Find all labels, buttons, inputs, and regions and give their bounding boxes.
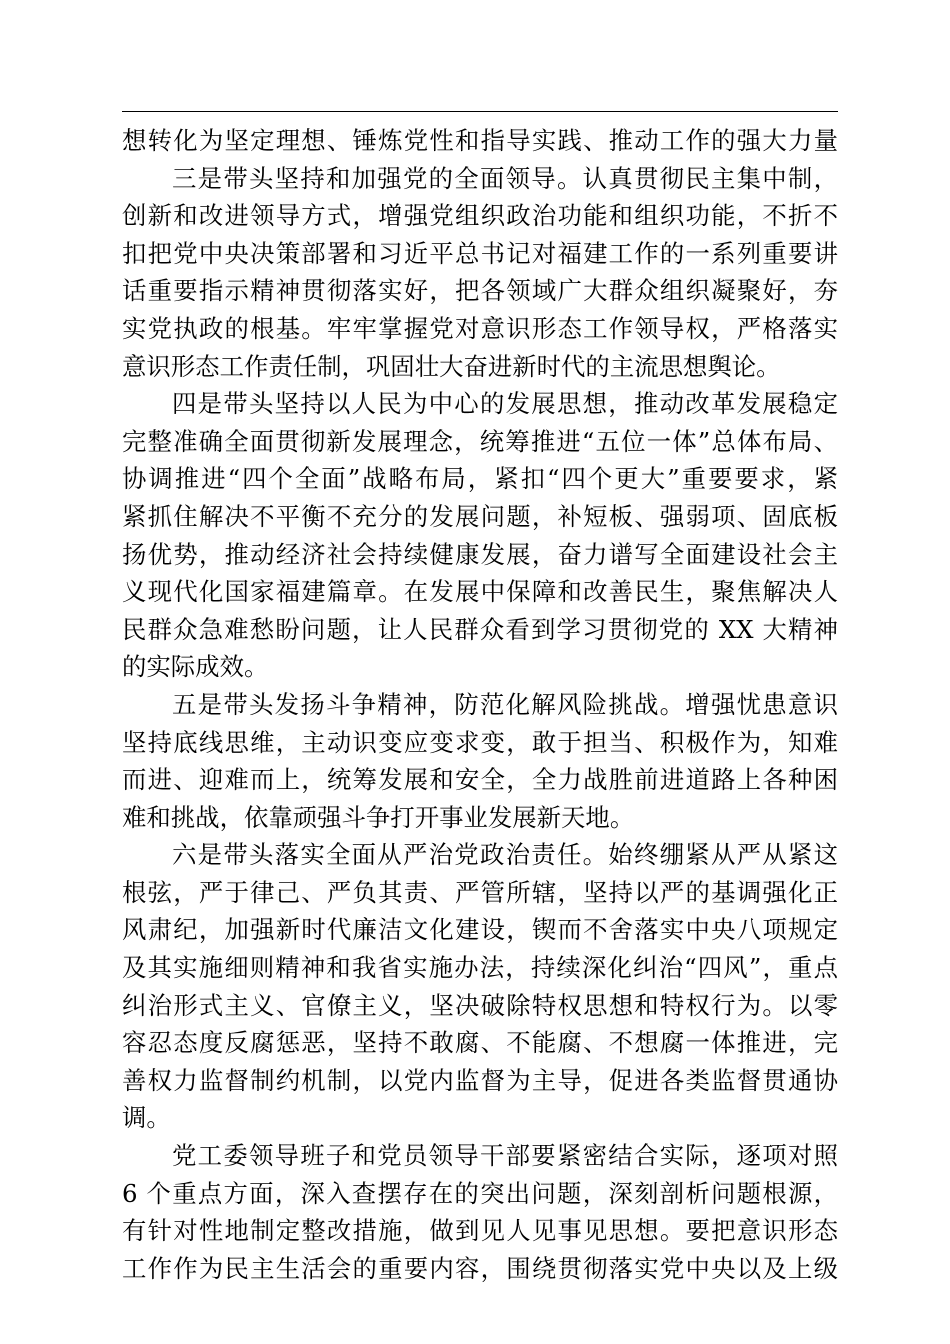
text-line: 创新和改进领导方式，增强党组织政治功能和组织功能，不折不 — [122, 201, 838, 231]
text-line: 党工委领导班子和党员领导干部要紧密结合实际，逐项对照 — [172, 1141, 838, 1171]
text-line: 纠治形式主义、官僚主义，坚决破除特权思想和特权行为。以零 — [122, 990, 838, 1020]
header-rule — [122, 111, 838, 112]
text-line: 想转化为坚定理想、锤炼党性和指导实践、推动工作的强大力量 — [122, 126, 838, 155]
text-line: 根弦，严于律己、严负其责、严管所辖，坚持以严的基调强化正 — [122, 877, 838, 907]
text-line: 的实际成效。 — [122, 652, 269, 682]
text-line: 6 个重点方面，深入查摆存在的突出问题，深刻剖析问题根源， — [122, 1178, 838, 1208]
text-line: 有针对性地制定整改措施，做到见人见事见思想。要把意识形态 — [122, 1216, 838, 1246]
text-line: 实党执政的根基。牢牢掌握党对意识形态工作领导权，严格落实 — [122, 313, 838, 343]
text-line: 紧抓住解决不平衡不充分的发展问题，补短板、强弱项、固底板 — [122, 501, 838, 531]
text-line: 三是带头坚持和加强党的全面领导。认真贯彻民主集中制， — [172, 163, 838, 193]
text-line: 扬优势，推动经济社会持续健康发展，奋力谱写全面建设社会主 — [122, 539, 838, 569]
document-body — [122, 122, 838, 1287]
text-line: 风肃纪，加强新时代廉洁文化建设，锲而不舍落实中央八项规定 — [122, 915, 838, 945]
text-line: 意识形态工作责任制，巩固壮大奋进新时代的主流思想舆论。 — [122, 351, 781, 381]
text-line: 民群众急难愁盼问题，让人民群众看到学习贯彻党的 XX 大精神 — [122, 614, 838, 644]
text-line: 善权力监督制约机制，以党内监督为主导，促进各类监督贯通协 — [122, 1065, 838, 1095]
text-line: 话重要指示精神贯彻落实好，把各领域广大群众组织凝聚好，夯 — [122, 276, 838, 306]
text-line: 容忍态度反腐惩恶，坚持不敢腐、不能腐、不想腐一体推进，完 — [122, 1028, 838, 1058]
text-line: 坚持底线思维，主动识变应变求变，敢于担当、积极作为，知难 — [122, 727, 838, 757]
text-line: 工作作为民主生活会的重要内容，围绕贯彻落实党中央以及上级 — [122, 1253, 838, 1283]
text-line: 六是带头落实全面从严治党政治责任。始终绷紧从严从紧这 — [172, 840, 838, 870]
text-line: 扣把党中央决策部署和习近平总书记对福建工作的一系列重要讲 — [122, 238, 838, 268]
text-line: 调。 — [122, 1103, 171, 1133]
text-line: 五是带头发扬斗争精神，防范化解风险挑战。增强忧患意识 — [172, 689, 838, 719]
text-line: 义现代化国家福建篇章。在发展中保障和改善民生，聚焦解决人 — [122, 577, 838, 607]
text-line: 四是带头坚持以人民为中心的发展思想，推动改革发展稳定 — [172, 389, 838, 419]
text-line: 及其实施细则精神和我省实施办法，持续深化纠治“四风”，重点 — [122, 953, 838, 983]
text-line: 难和挑战，依靠顽强斗争打开事业发展新天地。 — [122, 802, 635, 832]
text-line: 协调推进“四个全面”战略布局，紧扣“四个更大”重要要求，紧 — [122, 464, 838, 494]
text-line: 完整准确全面贯彻新发展理念，统筹推进“五位一体”总体布局、 — [122, 426, 838, 456]
text-line: 而进、迎难而上，统筹发展和安全，全力战胜前进道路上各种困 — [122, 765, 838, 795]
